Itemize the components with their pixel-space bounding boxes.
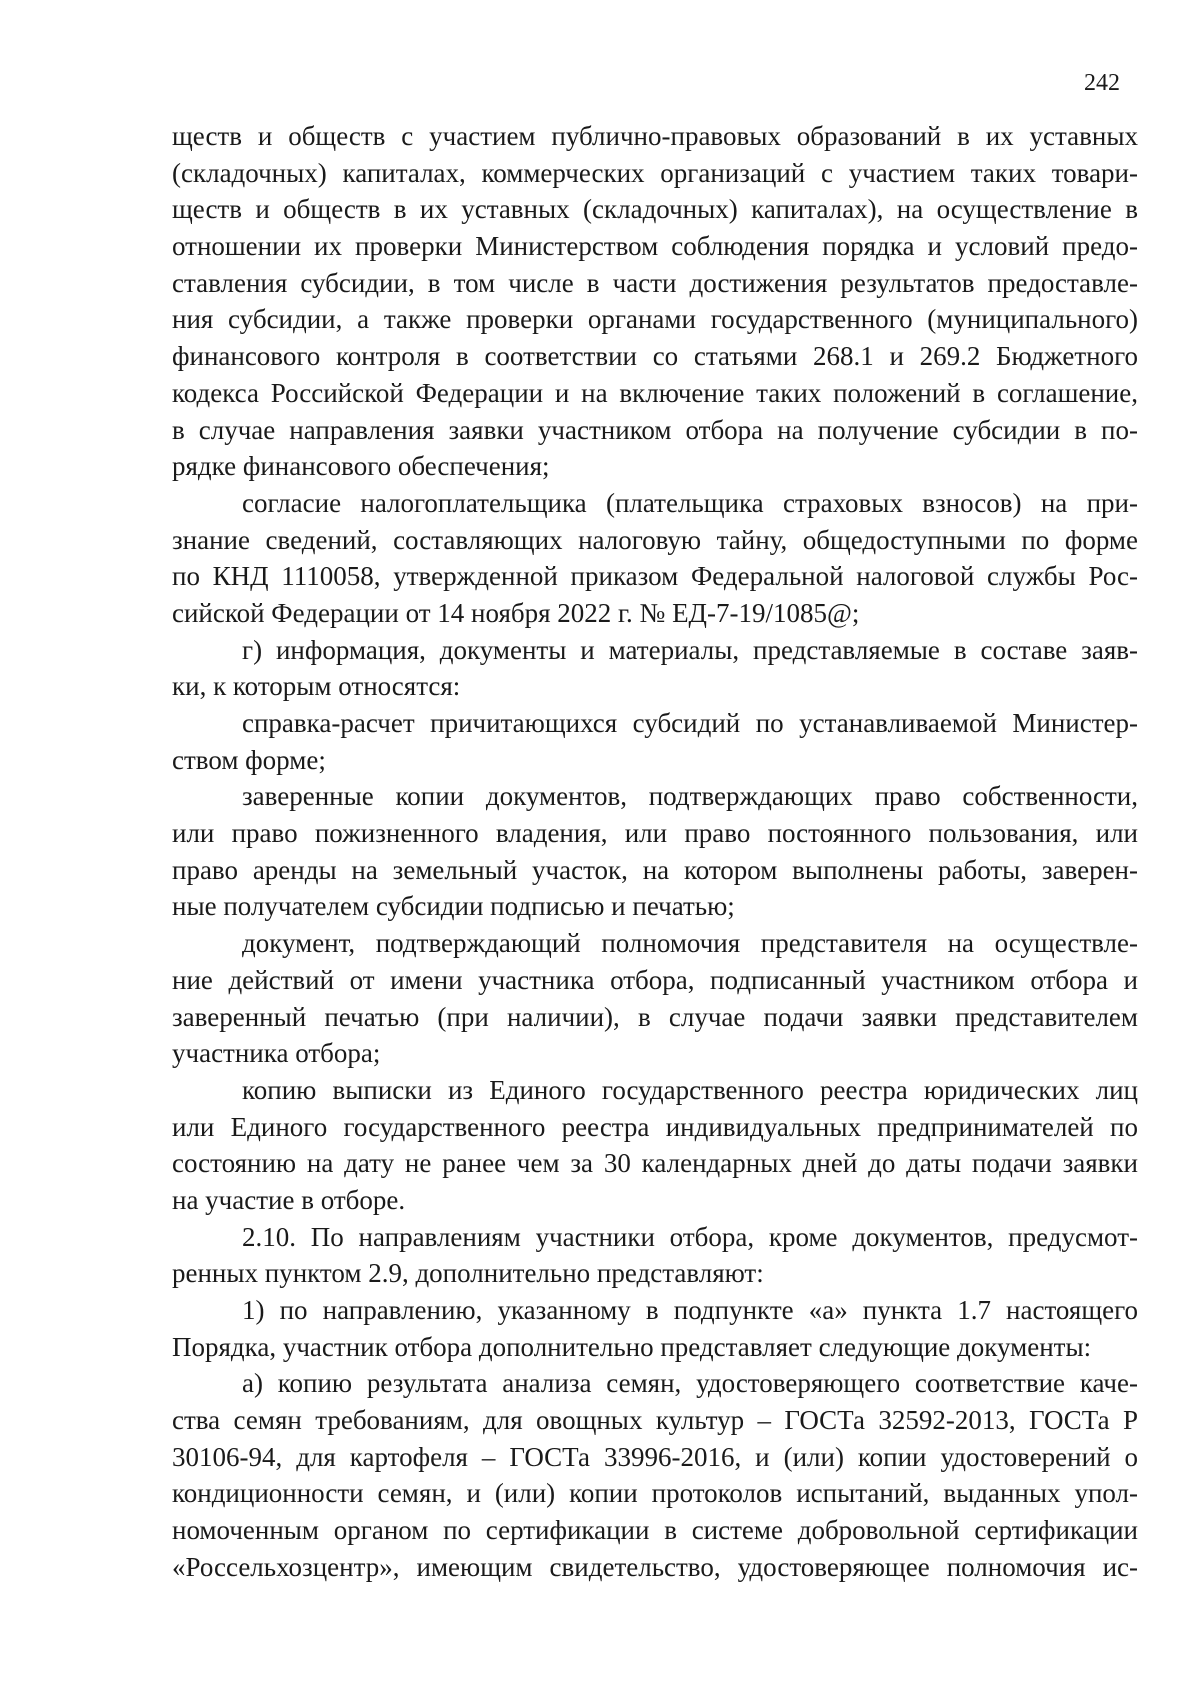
paragraph-item-g [172,632,1138,705]
text-line: документ, подтверждающий полномочия представителя на осуществле- [242,928,1138,959]
paragraph-section-2-10 [172,1219,1138,1292]
text-line: заверенный печатью (при наличии), в случае подачи заявки представителем [172,1001,1138,1032]
paragraph-registry-extract [172,1072,1138,1219]
text-line: право аренды на земельный участок, на котором выполнены работы, заверен- [172,854,1138,885]
text-line: на участие в отборе. [172,1184,406,1215]
text-line: 30106-94, для картофеля – ГОСТа 33996-2016, и (или) копии удостоверений о [172,1441,1138,1472]
text-line: знание сведений, составляющих налоговую тайну, общедоступными по форме [172,524,1138,555]
text-line: кондиционности семян, и (или) копии протоколов испытаний, выданных упол- [172,1478,1138,1509]
text-line: отношении их проверки Министерством соблюдения порядка и условий предо- [172,231,1138,262]
text-line: ставления субсидии, в том числе в части достижения результатов предоставле- [172,267,1138,298]
text-line: или Единого государственного реестра индивидуальных предпринимателей по [172,1111,1138,1142]
text-line: участника отбора; [172,1038,381,1069]
paragraph-land-documents [172,778,1138,925]
text-line: ренных пунктом 2.9, дополнительно представляют: [172,1258,764,1289]
paragraph-seed-analysis [172,1365,1138,1585]
text-line: ные получателем субсидии подписью и печатью; [172,891,735,922]
paragraph-representative-authority [172,925,1138,1072]
text-line: финансового контроля в соответствии со статьями 268.1 и 269.2 Бюджетного [172,341,1138,372]
text-line: 1) по направлению, указанному в подпункте «а» пункта 1.7 настоящего [242,1295,1138,1325]
text-line: справка-расчет причитающихся субсидий по устанавливаемой Министер- [242,708,1138,738]
text-line: состоянию на дату не ранее чем за 30 календарных дней до даты подачи заявки [172,1148,1138,1179]
text-line: ки, к которым относятся: [172,671,461,702]
text-line: а) копию результата анализа семян, удостоверяющего соответствие каче- [242,1368,1138,1399]
text-line: рядке финансового обеспечения; [172,451,550,482]
text-line: заверенные копии документов, подтверждающих право собственности, [242,781,1138,812]
text-line: ния субсидии, а также проверки органами государственного (муниципального) [172,304,1138,335]
text-line: копию выписки из Единого государственного реестра юридических лиц [242,1074,1138,1105]
paragraph-consent-continuation [172,118,1138,485]
text-line: номоченным органом по сертификации в системе добровольной сертификации [172,1515,1138,1546]
paragraph-taxpayer-consent [172,485,1138,632]
text-line: ществ и обществ в их уставных (складочных) капиталах), на осуществление в [172,194,1138,225]
text-line: ществ и обществ с участием публично-правовых образований в их уставных [172,121,1138,151]
text-line: или право пожизненного владения, или право постоянного пользования, или [172,818,1138,849]
text-line: ства семян требованиям, для овощных культур – ГОСТа 32592-2013, ГОСТа Р [172,1405,1138,1436]
text-line: в случае направления заявки участником отбора на получение субсидии в по- [172,414,1138,445]
paragraph-direction-1 [172,1292,1138,1365]
text-line: кодекса Российской Федерации и на включение таких положений в соглашение, [172,377,1138,408]
text-line: 2.10. По направлениям участники отбора, кроме документов, предусмот- [242,1221,1138,1252]
document-body [172,118,1138,1586]
text-line: по КНД 1110058, утвержденной приказом Федеральной налоговой службы Рос- [172,561,1138,592]
paragraph-subsidy-calculation [172,705,1138,778]
text-line: ние действий от имени участника отбора, подписанный участником отбора и [172,964,1138,995]
page-number: 242 [1084,70,1120,96]
text-line: (складочных) капиталах, коммерческих организаций с участием таких товари- [172,157,1138,188]
text-line: сийской Федерации от 14 ноября 2022 г. № ЕД-7-19/1085@; [172,597,860,628]
text-line: «Россельхозцентр», имеющим свидетельство, удостоверяющее полномочия ис- [172,1551,1138,1582]
text-line: согласие налогоплательщика (плательщика страховых взносов) на при- [242,487,1138,518]
text-line: Порядка, участник отбора дополнительно представляет следующие документы: [172,1331,1092,1362]
text-line: г) информация, документы и материалы, представляемые в составе заяв- [242,634,1138,665]
text-line: ством форме; [172,744,326,775]
